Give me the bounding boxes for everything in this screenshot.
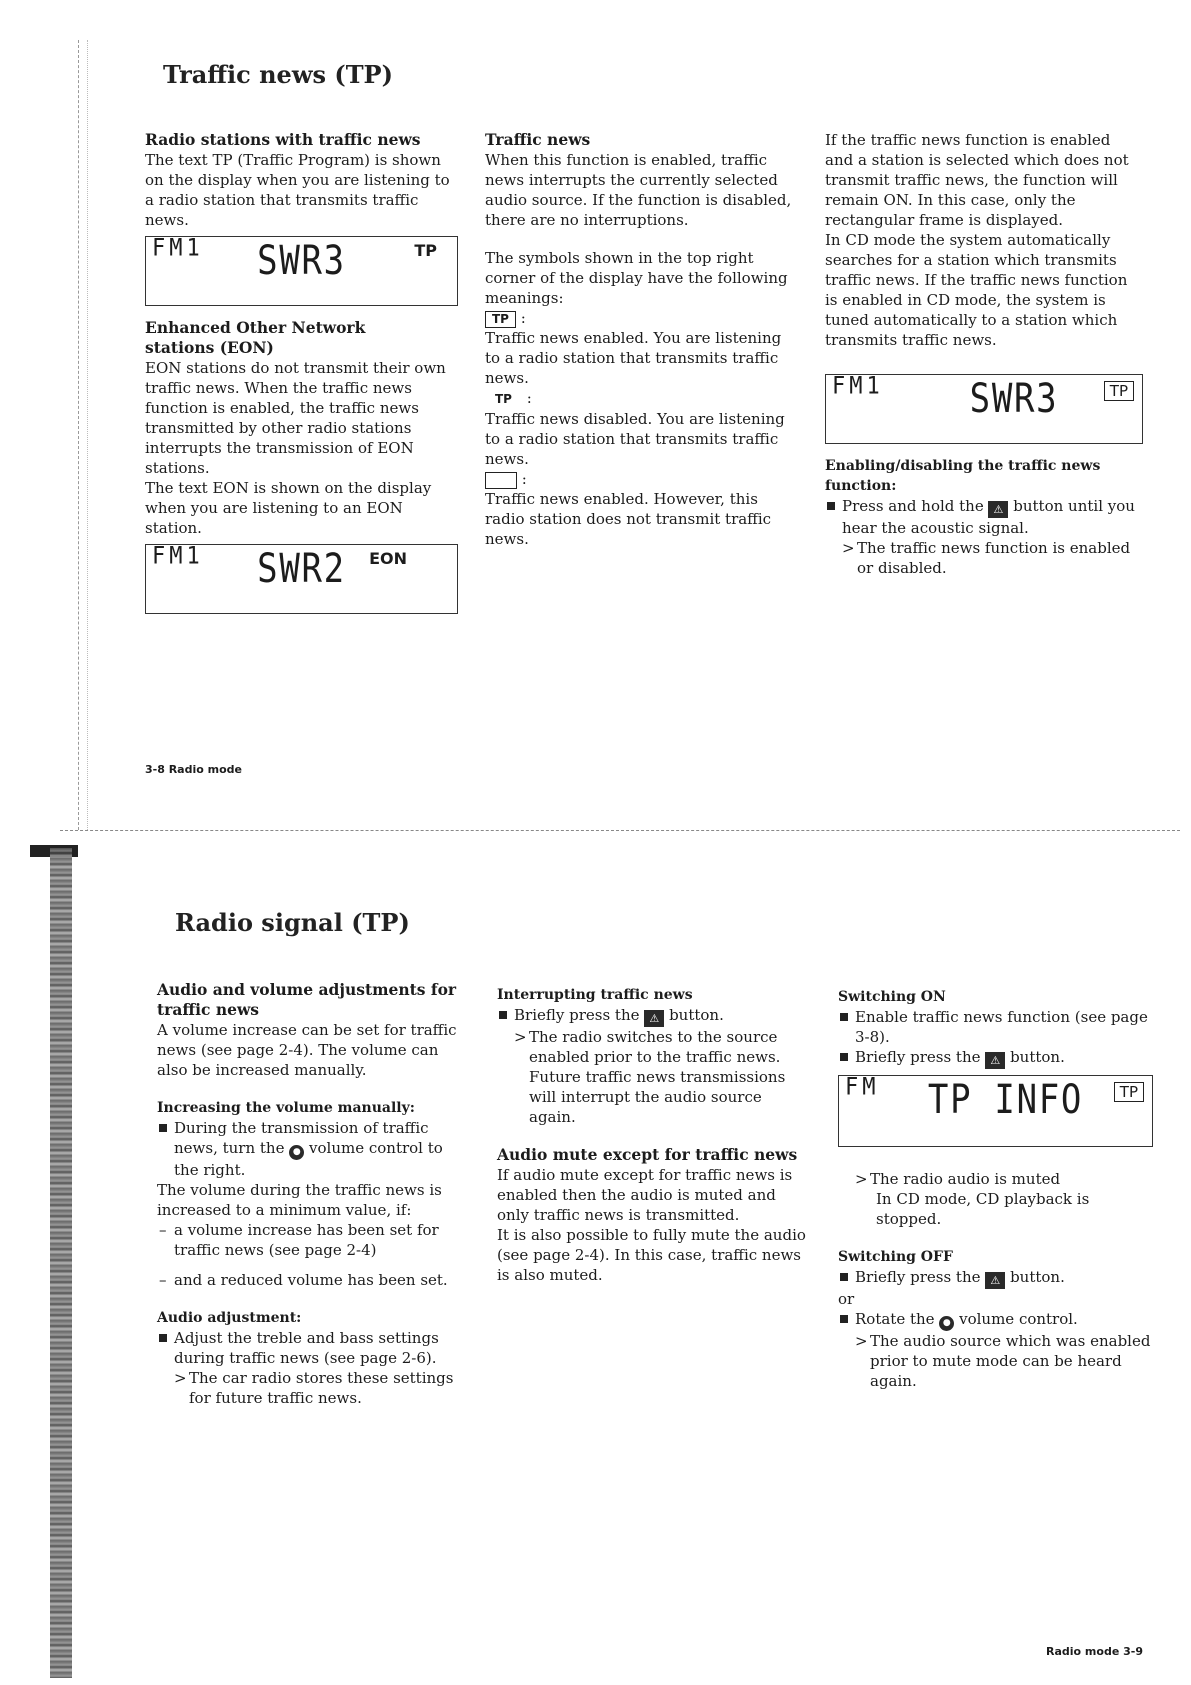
display-band: FM1 xyxy=(152,234,204,263)
paragraph: When this function is enabled, traffic news interrupts the currently selected audio source. If the function is disabled, there are no interruptions. xyxy=(485,151,792,229)
result-step: > The traffic news function is enabled or disabled. xyxy=(825,538,1143,578)
section-heading: Enhanced Other Network xyxy=(145,318,366,337)
tp-button-icon: ⚠ xyxy=(985,1052,1005,1069)
section-heading: Traffic news xyxy=(485,130,591,149)
display-band: FM xyxy=(845,1073,880,1102)
column-1 xyxy=(145,130,458,626)
column-2 xyxy=(497,985,807,1285)
display-station: SWR2 xyxy=(257,546,346,592)
paragraph: EON stations do not transmit their own traffic news. When the traffic news function is enabled, the traffic news transmitted by other radio stations interrupts the transmission of EON stations. xyxy=(145,359,446,477)
result-step: > The car radio stores these settings for future traffic news. xyxy=(157,1368,472,1408)
paragraph: The text TP (Traffic Program) is shown on the display when you are listening to a radio station that transmits traffic news. xyxy=(145,151,450,229)
paragraph: The text EON is shown on the display when you are listening to an EON station. xyxy=(145,479,432,537)
page-title: Traffic news (TP) xyxy=(163,60,393,89)
paragraph: The symbols shown in the top right corner of the display have the following meanings: xyxy=(485,249,788,307)
radio-display xyxy=(145,544,458,614)
paragraph: Traffic news enabled. You are listening to a radio station that transmits traffic news. xyxy=(485,329,782,387)
display-station: SWR3 xyxy=(969,376,1059,422)
section-heading: Audio adjustment: xyxy=(157,1310,302,1326)
bullet-step: Briefly press the ⚠ button. xyxy=(497,1005,807,1027)
display-flag: TP xyxy=(414,241,437,260)
bullet-step: Briefly press the ⚠ button. xyxy=(838,1267,1153,1289)
display-band: FM1 xyxy=(152,542,204,571)
section-heading: Enabling/disabling the traffic news function: xyxy=(825,458,1101,494)
display-flag: TP xyxy=(1114,1082,1144,1102)
bullet-step: Press and hold the ⚠ button until you hear the acoustic signal. xyxy=(825,496,1143,538)
result-step: > The radio audio is muted xyxy=(838,1169,1153,1189)
page-title: Radio signal (TP) xyxy=(175,908,410,937)
section-heading: stations (EON) xyxy=(145,338,274,357)
volume-knob-icon: ● xyxy=(939,1316,954,1331)
tp-plain-symbol: TP xyxy=(495,392,512,406)
radio-display xyxy=(838,1075,1153,1147)
paragraph: In CD mode the system automatically searches for a station which transmits traffic news. If the traffic news function is enabled in CD mode, the system is tuned automatically to a station which transmits traffic news. xyxy=(825,231,1128,349)
result-note: In CD mode, CD playback is stopped. xyxy=(876,1190,1090,1228)
result-step: > The radio switches to the source enabled prior to the traffic news. Future traffic news transmissions will interrupt the audio source again. xyxy=(497,1027,807,1127)
tp-button-icon: ⚠ xyxy=(644,1010,664,1027)
page-footer: Radio mode 3-9 xyxy=(1046,1645,1143,1658)
paragraph: Traffic news disabled. You are listening to a radio station that transmits traffic news. xyxy=(485,410,785,468)
dash-item: – and a reduced volume has been set. xyxy=(157,1270,472,1290)
column-1 xyxy=(157,980,472,1408)
bullet-step: Rotate the ● volume control. xyxy=(838,1309,1153,1331)
section-heading: Interrupting traffic news xyxy=(497,987,693,1003)
result-step: > The audio source which was enabled prior to mute mode can be heard again. xyxy=(838,1331,1153,1391)
paragraph: The volume during the traffic news is increased to a minimum value, if: xyxy=(157,1181,442,1219)
empty-frame-symbol xyxy=(485,472,517,489)
section-heading: Radio stations with traffic news xyxy=(145,130,421,149)
paragraph: Traffic news enabled. However, this radio station does not transmit traffic news. xyxy=(485,490,772,548)
paragraph: It is also possible to fully mute the audio (see page 2-4). In this case, traffic news is also muted. xyxy=(497,1226,806,1284)
section-heading: Audio and volume adjustments for traffic news xyxy=(157,980,457,1019)
radio-display xyxy=(825,374,1143,444)
paragraph: If audio mute except for traffic news is enabled then the audio is muted and only traffic news is transmitted. xyxy=(497,1166,793,1224)
column-3 xyxy=(825,130,1143,578)
section-heading: Switching OFF xyxy=(838,1249,953,1265)
dash-item: – a volume increase has been set for traffic news (see page 2-4) xyxy=(157,1220,472,1260)
display-flag: TP xyxy=(1104,381,1134,401)
display-flag: EON xyxy=(369,549,407,568)
display-station: TP INFO xyxy=(927,1077,1084,1123)
bullet-step: During the transmission of traffic news, turn the ● volume control to the right. xyxy=(157,1118,472,1180)
radio-display xyxy=(145,236,458,306)
paragraph: If the traffic news function is enabled and a station is selected which does not transmit traffic news, the function will remain ON. In this case, only the rectangular frame is displayed. xyxy=(825,131,1129,229)
tp-button-icon: ⚠ xyxy=(985,1272,1005,1289)
column-3 xyxy=(838,987,1153,1391)
column-2: Traffic news When this function is enabled, traffic news interrupts the currently selected audio source. If the function is disabled, there are no interruptions. The symbols shown in the top right corner of the display have the following meanings: TP : Traffic news enabled. You are listening to a radio station that transmits traffic news. TP : Traffic news disabled. You are listening to a radio station that transmits traffic news. : Traffic news enabled. However, this radio station does not transmit traffic news. xyxy=(485,130,795,549)
tp-framed-symbol: TP xyxy=(485,311,516,328)
or-text: or xyxy=(838,1290,855,1308)
display-station: SWR3 xyxy=(257,238,346,284)
page-footer: 3-8 Radio mode xyxy=(145,763,242,776)
section-heading: Increasing the volume manually: xyxy=(157,1100,415,1116)
section-heading: Switching ON xyxy=(838,989,946,1005)
bullet-step: Briefly press the ⚠ button. xyxy=(838,1047,1153,1069)
section-heading: Audio mute except for traffic news xyxy=(497,1145,798,1164)
tp-button-icon: ⚠ xyxy=(988,501,1008,518)
bullet-step: Enable traffic news function (see page 3-8). xyxy=(838,1007,1153,1047)
paragraph: A volume increase can be set for traffic news (see page 2-4). The volume can also be increased manually. xyxy=(157,1021,457,1079)
display-band: FM1 xyxy=(832,372,884,401)
bullet-step: Adjust the treble and bass settings during traffic news (see page 2-6). xyxy=(157,1328,472,1368)
volume-knob-icon: ● xyxy=(289,1145,304,1160)
page-3-9 xyxy=(0,845,1191,1685)
